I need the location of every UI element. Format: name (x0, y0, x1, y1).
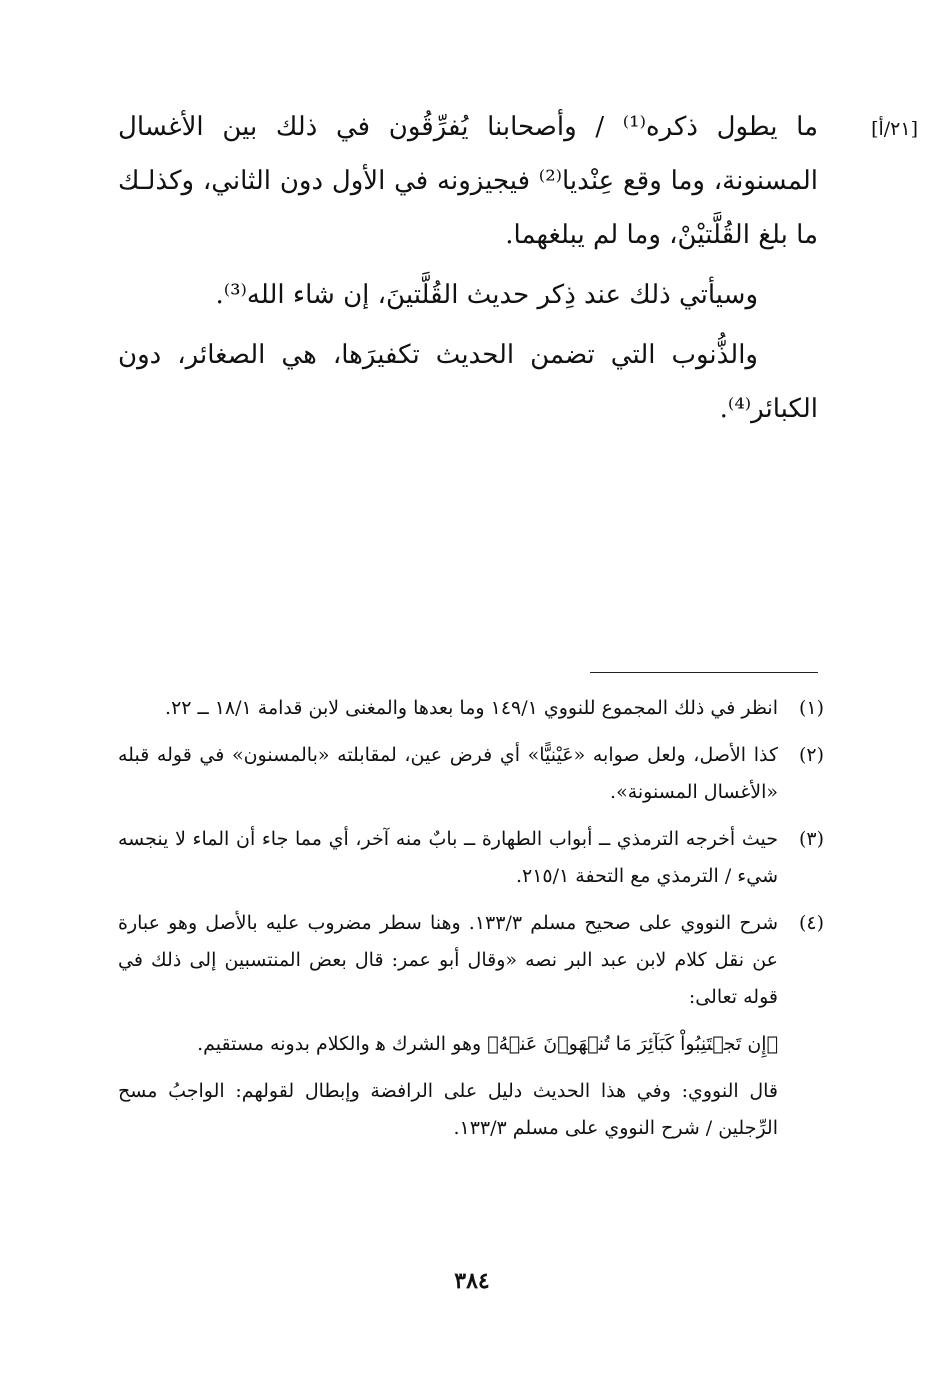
quran-verse: ﴿إِن تَجۡتَنِبُواْ كَبَآئِرَ مَا تُنۡهَوۡنَ عَنۡهُ﴾ (487, 1033, 778, 1055)
paragraph-1: ما يطول ذكره⁽¹⁾ / وأصحابنا يُفرِّقُون في ذلك بين الأغسال المسنونة، وما وقع عِنْديا⁽²⁾ فيجيزونه في الأول دون الثاني، وكذلـك ما بلغ القُلَّتيْنْ، وما لم يبلغهما. (118, 112, 819, 250)
footnote-body (118, 821, 778, 895)
footnote-separator (590, 672, 818, 673)
footnote-text: شرح النووي على صحيح مسلم ١٣٣/٣. وهنا سطر مضروب عليه بالأصل وهو عبارة عن نقل كلام لابن عبد البر نصه «وقال أبو عمر: قال بعض المنتسبين إلى ذلك في قوله تعالى: (118, 912, 778, 1008)
footnote-body (118, 690, 778, 727)
footnote-4 (118, 905, 824, 1147)
footnote-text: انظر في ذلك المجموع للنووي ١٤٩/١ وما بعدها والمغنى لابن قدامة ١٨/١ ــ ٢٢. (165, 697, 778, 719)
page-number: ٣٨٤ (454, 1268, 490, 1294)
paragraph-2: وسيأتي ذلك عند ذِكر حديث القُلَّتينَ، إن شاء الله⁽³⁾. (215, 280, 758, 310)
footnote-2 (118, 737, 824, 811)
footnote-number: (٤) (798, 912, 824, 934)
paragraph-3: والذُّنوب التي تضمن الحديث تكفيرَها، هي الصغائر، دون الكبائر⁽⁴⁾. (118, 340, 818, 424)
footnotes (118, 690, 824, 1157)
quran-quote-line (118, 1026, 778, 1063)
footnote-1 (118, 690, 824, 727)
footnote-text: كذا الأصل، ولعل صوابه «عَيْنيًّا» أي فرض عين، لمقابلته «بالمسنون» في قوله قبله «الأغسال المسنونة». (118, 744, 778, 803)
footnote-body (118, 905, 778, 1147)
footnote-number: (١) (798, 697, 824, 719)
footnote-number: (٢) (798, 744, 824, 766)
footnote-body (118, 737, 778, 811)
footnote-text: حيث أخرجه الترمذي ــ أبواب الطهارة ــ بابٌ منه آخر، أي مما جاء أن الماء لا ينجسه شيء / الترمذي مع التحفة ٢١٥/١. (118, 828, 778, 887)
verse-comment: وهو الشرك ﻫ والكلام بدونه مستقيم. (197, 1033, 482, 1055)
footnote-extra-text: قال النووي: وفي هذا الحديث دليل على الرافضة وإبطال لقولهم: الواجبُ مسح الرِّجلين / شرح النووي على مسلم ١٣٣/٣. (118, 1080, 778, 1139)
footnote-3 (118, 821, 824, 895)
margin-reference: [٢١/أ] (871, 118, 918, 140)
main-text (118, 100, 818, 442)
footnote-number: (٣) (798, 828, 824, 850)
